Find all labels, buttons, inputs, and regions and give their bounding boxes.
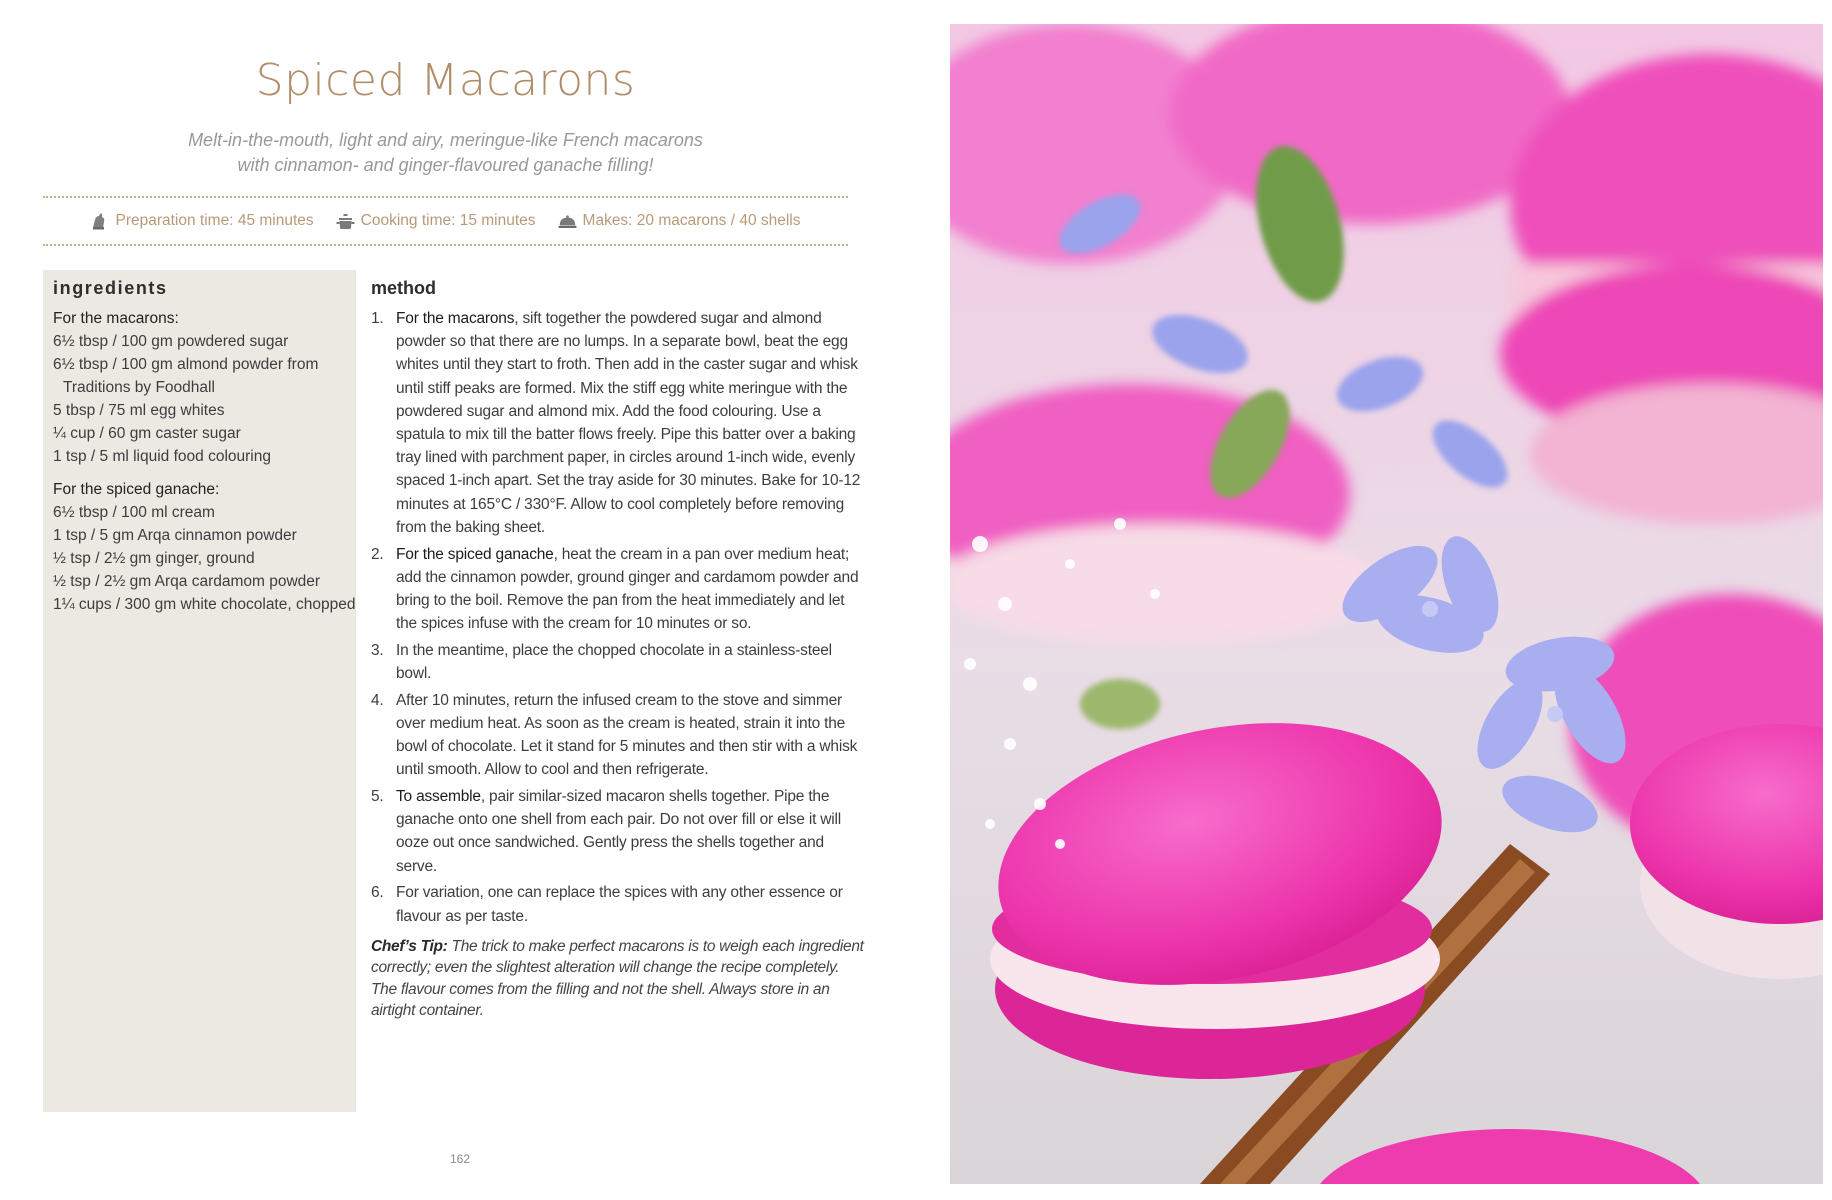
step-number: 2. (371, 545, 384, 563)
step-number: 5. (371, 788, 384, 806)
subtitle-line-1: Melt-in-the-mouth, light and airy, meringue-like French macarons (188, 130, 703, 150)
method-step (371, 881, 865, 927)
cook-time-text: Cooking time: 15 minutes (360, 212, 536, 229)
cooking-pot-icon (336, 213, 355, 230)
step-number: 6. (371, 884, 384, 902)
cook-time (336, 212, 536, 230)
prep-time (90, 212, 313, 230)
recipe-subtitle (43, 128, 848, 178)
ingredient-item: 1¼ cups / 300 gm white chocolate, chopped (53, 596, 356, 613)
step-text: For variation, one can replace the spices with any other essence or flavour as per taste. (396, 884, 843, 925)
method-step (371, 307, 865, 539)
method-step (371, 639, 865, 685)
prep-time-text: Preparation time: 45 minutes (115, 212, 314, 229)
chefs-tip-text: The trick to make perfect macarons is to weigh each ingredient correctly; even the slightest alteration will change the recipe completely. The flavour comes from the filling and not the shell. Always store in an airtight container. (371, 937, 864, 1020)
subtitle-line-2: with cinnamon- and ginger-flavoured ganache filling! (237, 155, 654, 175)
recipe-title: Spiced Macarons (255, 55, 636, 106)
makes-text: Makes: 20 macarons / 40 shells (582, 212, 801, 229)
chefs-tip (371, 936, 865, 1022)
method-steps (371, 307, 865, 928)
step-number: 1. (371, 310, 384, 327)
step-number: 3. (371, 641, 384, 659)
method-section (371, 278, 865, 1022)
step-text: In the meantime, place the chopped chocolate in a stainless-steel bowl. (396, 641, 832, 683)
ingredient-item: 6½ tbsp / 100 gm almond powder from Traditions by Foodhall (53, 356, 319, 396)
ingredient-item: 6½ tbsp / 100 ml cream (53, 504, 215, 521)
recipe-meta (43, 209, 848, 233)
ingredient-item: 6½ tbsp / 100 gm powdered sugar (53, 333, 289, 350)
ingredients-panel (43, 270, 356, 1112)
step-text: , heat the cream in a pan over medium heat; add the cinnamon powder, ground ginger and cardamom powder and bring to the boil. Remove the pan from the heat immediately and let the spices infuse with the cream for 10 minutes or so. (396, 545, 859, 633)
ingredient-item: 1 tsp / 5 gm Arqa cinnamon powder (53, 527, 297, 544)
serving-cloche-icon (558, 213, 577, 230)
ingredient-item: 1 tsp / 5 ml liquid food colouring (53, 448, 271, 465)
chef-hand-icon (90, 213, 109, 230)
ingredient-item: ½ tsp / 2½ gm ginger, ground (53, 550, 255, 567)
macarons-ingredient-list (53, 330, 356, 468)
method-step (371, 785, 865, 878)
chefs-tip-label: Chef’s Tip: (371, 937, 448, 955)
method-step (371, 543, 865, 636)
ganache-subheading: For the spiced ganache: (53, 481, 220, 498)
ganache-ingredient-list (53, 501, 356, 616)
step-text: After 10 minutes, return the infused cream to the stove and simmer over medium heat. As soon as the cream is heated, strain it into the bowl of chocolate. Let it stand for 5 minutes and then stir with a whisk until smooth. Allow to cool and then refrigerate. (396, 691, 858, 779)
ingredients-heading: ingredients (53, 278, 168, 298)
dotted-divider-bottom (43, 244, 848, 246)
method-step (371, 689, 865, 782)
step-lead: For the macarons (396, 310, 515, 327)
macarons-illustration (950, 24, 1823, 1184)
method-heading: method (371, 278, 436, 298)
ingredient-item: ½ tsp / 2½ gm Arqa cardamom powder (53, 573, 321, 590)
makes (558, 212, 801, 230)
dotted-divider-top (43, 196, 848, 198)
step-number: 4. (371, 691, 384, 709)
macarons-photo (950, 24, 1823, 1184)
page-number: 162 (449, 1152, 471, 1166)
step-text: , pair similar-sized macaron shells together. Pipe the ganache onto one shell from each pair. Do not over fill or else it will ooze out once sandwiched. Gently press the shells together and serve. (396, 788, 842, 875)
ingredient-item: ¼ cup / 60 gm caster sugar (53, 425, 241, 442)
step-lead: For the spiced ganache (396, 545, 554, 563)
macarons-subheading: For the macarons: (53, 310, 179, 327)
step-lead: To assemble (396, 788, 481, 806)
ingredient-item: 5 tbsp / 75 ml egg whites (53, 402, 225, 419)
step-text: , sift together the powdered sugar and almond powder so that there are no lumps. In a separate bowl, beat the egg whites until they start to froth. Then add in the caster sugar and whisk until stiff peaks are formed. Mix the stiff egg white meringue with the powdered sugar and almond mix. Add the food colouring. Use a spatula to mix till the batter flows freely. Pipe this batter over a baking tray lined with parchment paper, in circles around 1-inch wide, evenly spaced 1-inch apart. Set the tray aside for 30 minutes. Bake for 10-12 minutes at 165°C / 330°F. Allow to cool completely before removing from the baking sheet. (396, 310, 861, 536)
